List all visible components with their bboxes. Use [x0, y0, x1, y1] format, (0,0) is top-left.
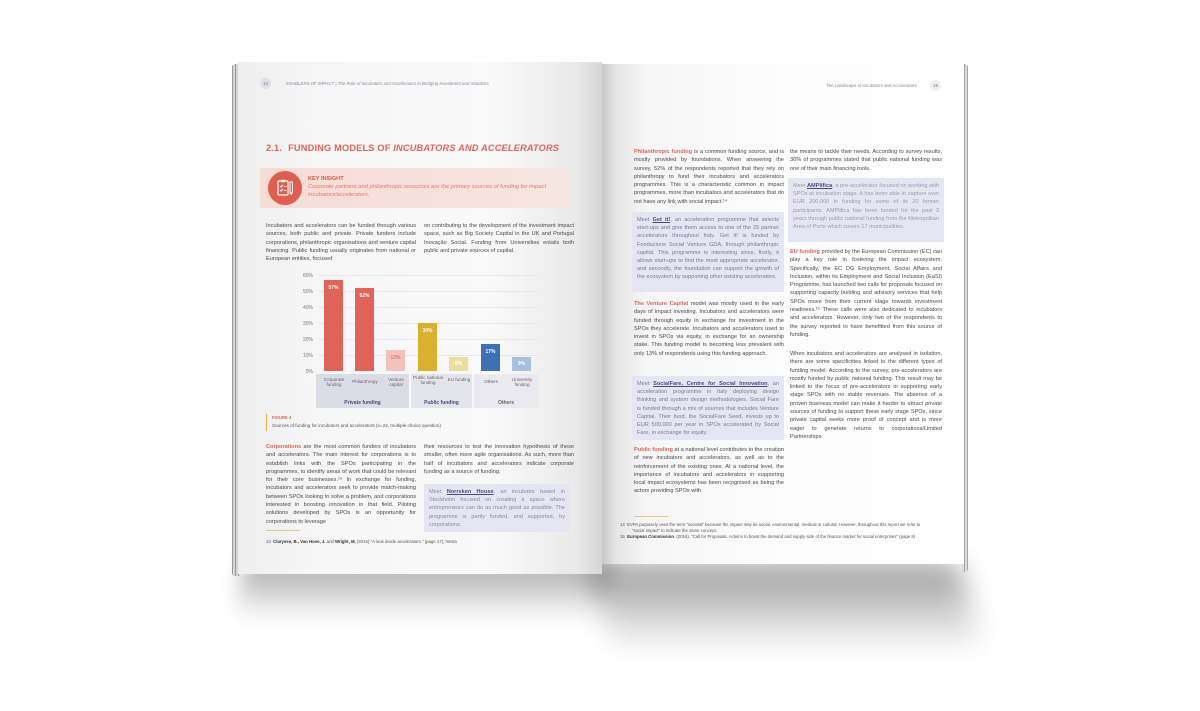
philanthropic-paragraph: Philanthropic funding is a common funding source, and is mostly provided by foundations. When answering the survey, 52% of the respondents reported that they rely on philanthropy to fund their incubators and accelerators programmes. This is a characteristic common in impact programmes, more than incubators and accelerators that do not have any link with social impact.¹⁴: [634, 149, 785, 205]
eu-funding-lead: EU funding: [790, 249, 820, 255]
meet-norrsken-box: Meet Norrsken House, an incubator based in Stockholm focused on creating a space where entrepreneurs can do as much good as possible. The programme is partly funded, and supported, by corporations.: [424, 484, 570, 532]
figure-caption: [266, 414, 441, 431]
bar-public-national-funding: 30%: [418, 323, 437, 371]
analysis-paragraph: When incubators and accelerators are analysed in isolation, there are some specificities linked to the different types of funding model. According to the survey, pre-accelerators are mostly funded by public national funding. This result may be linked to the focus of pre-accelerators in supporting early stage SPOs with no stable revenues. The absence of a proven business model can make it harder to attract private sources of funding to support these early stage SPOs, since private capital seeks more proof of concept and is more eager to generate returns to corporations/Limited Partnerships.: [790, 351, 942, 440]
y-tick: 0%: [305, 369, 313, 375]
group-label-others: Others: [497, 400, 515, 406]
public-funding-lead: Public funding: [634, 447, 673, 453]
section-title-plain: FUNDING MODELS OF: [288, 143, 394, 153]
clipboard-checklist-icon: [268, 171, 302, 205]
x-label-eu: EU funding: [447, 377, 471, 382]
footnote-14: 14 EVPA purposely uses the term "societal" because the impact may be social, environmental, medical or cultural. However, throughout this report we refer to "social impact" to indicate the same concept.: [620, 522, 921, 533]
y-tick: 60%: [302, 273, 313, 279]
venture-paragraph: The Venture Capital model was mostly used in the early days of impact investing. Incubators and accelerators were funded through equity in exchange for investment in the SPOs they accelerate. Incubators and accelerators used to invest in SPOs via equity, in exchange for an ownership stake. This funding model is becoming less prevalent with only 13% of respondents using this funding approach.: [634, 301, 784, 357]
x-label-others: Others: [484, 379, 498, 384]
meet-getit-box: Meet Get it!, an acceleration programme that selects start-ups and give them access to one of the 25 partner accelerators throughout Italy. Get it! is funded by Fondazione Social Venture GDA, through philanthropic capital. This programme is interesting since, firstly, it allows start-ups to find the most appropriate accelerator, and secondly, the foundation can support the growth of the ecosystem by supporting other existing accelerators.: [632, 212, 784, 292]
footnote-rule: [266, 530, 300, 531]
gridline: [318, 307, 538, 308]
y-tick: 30%: [302, 321, 313, 327]
intro-column-2: on contributing to the development of the investment impact space, such as Big Society Capital in the UK and Portugal Inovação Social. Funding from Universities entails both public and private sources of capital.: [424, 223, 574, 254]
bar-philanthropy: 52%: [355, 288, 374, 371]
y-tick: 40%: [302, 305, 313, 311]
y-tick: 20%: [302, 337, 313, 343]
y-tick: 50%: [302, 289, 313, 295]
funding-sources-bar-chart: [293, 272, 543, 410]
page-number-left: 14: [260, 78, 271, 89]
socialfare-link[interactable]: SocialFare, Centre for Social Innovation: [653, 381, 768, 387]
group-label-public: Public funding: [424, 400, 459, 406]
corporations-lead: Corporations: [266, 444, 302, 450]
x-label-venture: Venture capital: [388, 377, 404, 388]
public-funding-paragraph: Public funding at a national level contributes to the creation of new incubators and accelerators, as well as to the reinforcement of the existing ones. At a national level, the importance of incubators and accelerators in supporting local impact ecosystems has been recognised as being the actors providing SPOs with: [634, 447, 784, 495]
section-title: [266, 144, 559, 152]
footnote-15: 15 European Commission. (2016). "Call for Proposals. Actions to boost the demand and supply side of the finance market for social enterprises" (page 9): [620, 534, 916, 539]
key-insight-box: [260, 168, 570, 208]
intro-column-1: Incubators and accelerators can be funded through various sources, both public and private. Private funders include corporations, philanthropic organisations and venture capital financing. Public funding usually originates from national or European entities, focused: [266, 223, 416, 263]
key-insight-label: KEY INSIGHT: [308, 176, 344, 182]
bar-corporate-funding: 57%: [324, 280, 343, 371]
figure-number: FIGURE 4: [272, 415, 292, 420]
gridline: [318, 291, 538, 292]
public-funding-continued: the means to tackle their needs. According to survey results, 30% of programmes stated that public national funding was one of their main financing tools.: [790, 149, 942, 172]
meet-socialfare-box: Meet SocialFare, Centre for Social Innovation, an acceleration programme in Italy deploying design thinking and system design methodologies. Social Fare is funded through a mix of sources that includes Venture Capital. Their fund, the SocialFare Seed, invests up to EUR 500,000 per year in SPOs accelerated by Social Fare, in exchange for equity.: [632, 376, 784, 440]
bar-others: 17%: [481, 344, 500, 371]
key-insight-text: Corporate partners and philanthropic resources are the primary sources of funding for impact incubators/accelerators.: [308, 184, 547, 198]
venture-lead: The Venture Capital: [634, 301, 689, 307]
right-page: [602, 64, 964, 564]
eu-funding-paragraph: EU funding provided by the European Commission (EC) can play a key role in fostering the impact ecosystem. Specifically, the EC DG Employment, Social Affairs and Inclusion, within its Employment and Social Inclusion (EaSI) Programme, has launched two calls for proposals focused on supporting capacity building and advisory services that help SPOs move from their current stage towards investment readiness.¹⁵ These calls were also dedicated to incubators and accelerators. However, only two of the respondents to the survey reported to have benefitted from this source of funding.: [790, 249, 942, 338]
book-shadow-right: [589, 562, 981, 652]
footnote-rule: [634, 516, 668, 517]
bar-venture-capital: 13%: [386, 350, 405, 371]
corporations-column-1: Corporations are the most common funders of incubators and accelerators. The main interest for corporations is to establish links with the SPOs participating in the programmes, to identify areas of work that could be relevant for their core businesses.¹³ In exchange for funding, incubators and accelerators seek to provide match-making between SPOs looking to solve a problem, and corporations interested in boosting innovation in that field. Piloting solutions developed by SPOs is an opportunity for corporations to leverage: [266, 444, 416, 525]
page-number-right: 15: [930, 80, 941, 91]
gridline: [318, 275, 538, 276]
figure-caption-text: Sources of funding for incubators and accelerators (n=22, multiple choice question): [272, 423, 441, 429]
getit-link[interactable]: Get it!: [652, 217, 671, 223]
corporations-column-2: their resources to test the innovation hypothesis of these smaller, often more agile organisations. As such, more than half of incubators and accelerators indicate corporate funding as a source of funding.: [424, 444, 574, 475]
norrsken-house-link[interactable]: Norrsken House: [446, 489, 494, 495]
x-label-public-national: Public national funding: [413, 375, 443, 386]
x-label-university: University funding: [511, 377, 533, 388]
x-label-philanthropy: Philanthropy: [352, 379, 378, 384]
running-head-right: The Landscape of Incubators and Accelerators: [826, 83, 917, 88]
bar-university-funding: 9%: [512, 357, 531, 371]
bar-eu-funding: 9%: [449, 357, 468, 371]
left-page: [238, 62, 602, 574]
philanthropic-lead: Philanthropic funding: [634, 149, 693, 155]
section-title-italic: INCUBATORS AND ACCELERATORS: [393, 143, 560, 153]
section-number: 2.1.: [266, 143, 283, 153]
y-tick: 10%: [302, 353, 313, 359]
amplifica-link[interactable]: AMPlifica: [807, 183, 833, 189]
meet-amplifica-box: Meet AMPlifica, a pre-accelerator focused on working with SPOs at incubation stage. It has been able to capture over EUR 200,000 in funding for some of its 20 former participants. AMPlifica has been funded for the past 3 years through public national funding from the Metropolitan Area of Porto which covers 17 municipalities.: [788, 178, 944, 242]
group-label-private: Private funding: [344, 400, 381, 406]
x-label-corporate: Corporate funding: [323, 377, 345, 388]
footnote-13: 13 Clarysse, B., Van Hove, J. and Wright, M. (2015) "A look inside accelerators." (page 17), Nesta: [266, 539, 457, 544]
running-head-left: ENABLERS OF IMPACT | The Role of Incubators and Accelerators in Bridging Investment and Solutions: [286, 81, 489, 86]
